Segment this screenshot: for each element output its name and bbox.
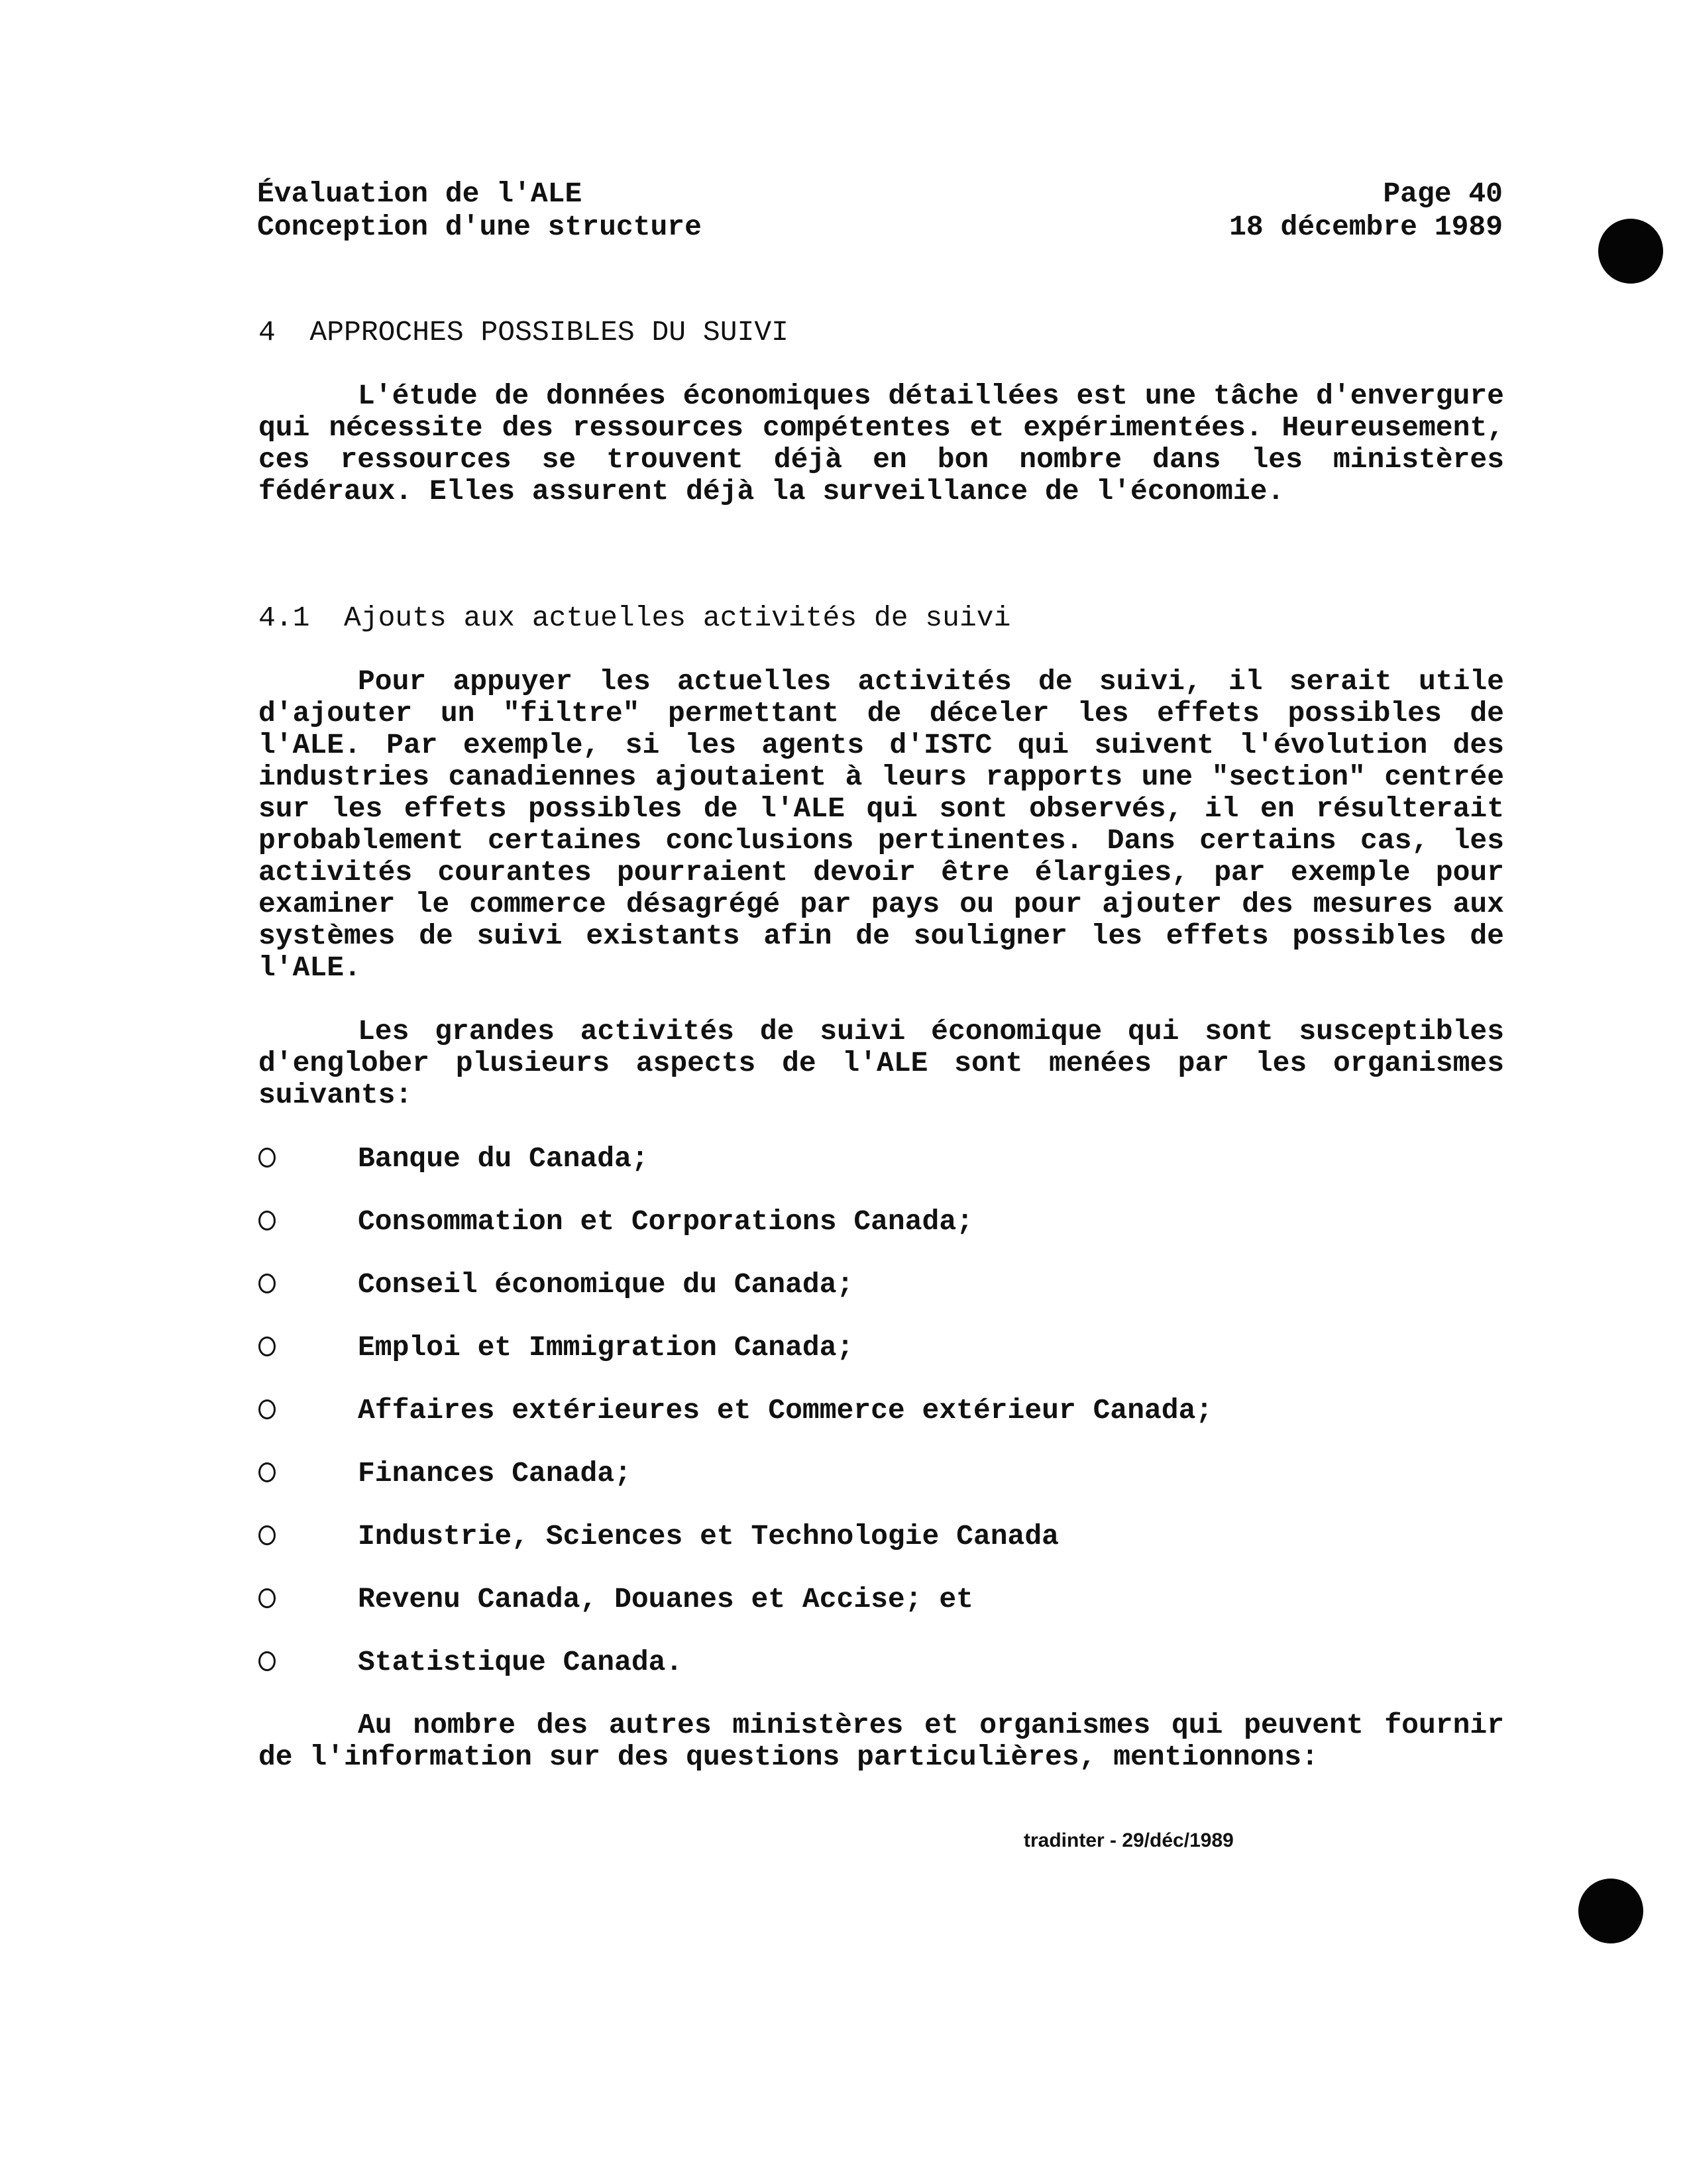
list-item-text: Affaires extérieures et Commerce extérieur Canada; [358,1394,1213,1427]
list-item [258,1206,1504,1238]
list-item-text: Industrie, Sciences et Technologie Canada [358,1520,1059,1553]
punch-hole-top [1598,219,1663,284]
list-item [258,1269,1504,1301]
list-item-text: Finances Canada; [358,1457,631,1490]
list-item-text: Emploi et Immigration Canada; [358,1331,854,1364]
bullet-circle-icon [258,1399,276,1419]
subsection-paragraph-3: Au nombre des autres ministères et organismes qui peuvent fournir de l'information sur des questions particulières, mentionnons: [258,1709,1504,1773]
list-item-text: Conseil économique du Canada; [358,1268,854,1301]
list-item [258,1143,1504,1175]
subsection-heading: 4.1 Ajouts aux actuelles activités de suivi [258,602,1011,634]
bullet-circle-icon [258,1462,276,1482]
organizations-list [258,1143,1504,1678]
list-item [258,1647,1504,1678]
list-item [258,1332,1504,1364]
list-item-text: Statistique Canada. [358,1646,683,1678]
list-item [258,1521,1504,1553]
list-item-text: Revenu Canada, Douanes et Accise; et [358,1583,973,1615]
list-item-text: Banque du Canada; [358,1142,649,1175]
section-heading: 4 APPROCHES POSSIBLES DU SUIVI [258,316,789,349]
subsection-paragraph-1: Pour appuyer les actuelles activités de suivi, il serait utile d'ajouter un "filtre" permettant de déceler les effets possibles de l'ALE. Par exemple, si les agents d'ISTC qui suivent l'évolution des industries canadiennes ajoutaient à leurs rapports une "section" centrée sur les effets possibles de l'ALE qui sont observés, il en résulterait probablement certaines conclusions pertinentes. Dans certains cas, les activités courantes pourraient devoir être élargies, par exemple pour examiner le commerce désagrégé par pays ou pour ajouter des mesures aux systèmes de suivi existants afin de souligner les effets possibles de l'ALE. [258,665,1504,984]
subsection-paragraph-2: Les grandes activités de suivi économique qui sont susceptibles d'englober plusieurs aspects de l'ALE sont menées par les organismes suivants: [258,1015,1504,1111]
bullet-circle-icon [258,1211,276,1230]
document-body [258,317,1504,1773]
header-title: Évaluation de l'ALE [257,178,582,210]
list-item-text: Consommation et Corporations Canada; [358,1205,973,1238]
bullet-circle-icon [258,1274,276,1293]
document-date: 18 décembre 1989 [1229,211,1503,243]
section-intro-paragraph: L'étude de données économiques détaillées est une tâche d'envergure qui nécessite des ressources compétentes et expérimentées. Heureusement, ces ressources se trouvent déjà en bon nombre dans les ministères fédéraux. Elles assurent déjà la surveillance de l'économie. [258,380,1504,508]
list-item [258,1458,1504,1490]
bullet-circle-icon [258,1588,276,1608]
header-meta-block [1229,178,1503,244]
list-item [258,1584,1504,1615]
translator-stamp: tradinter - 29/déc/1989 [1024,1829,1234,1851]
bullet-circle-icon [258,1525,276,1545]
bullet-circle-icon [258,1651,276,1671]
page-number: Page 40 [1383,178,1503,210]
punch-hole-bottom [1578,1879,1643,1943]
bullet-circle-icon [258,1148,276,1168]
header-title-block [257,178,702,244]
bullet-circle-icon [258,1337,276,1356]
header-subtitle: Conception d'une structure [257,211,702,243]
list-item [258,1395,1504,1427]
